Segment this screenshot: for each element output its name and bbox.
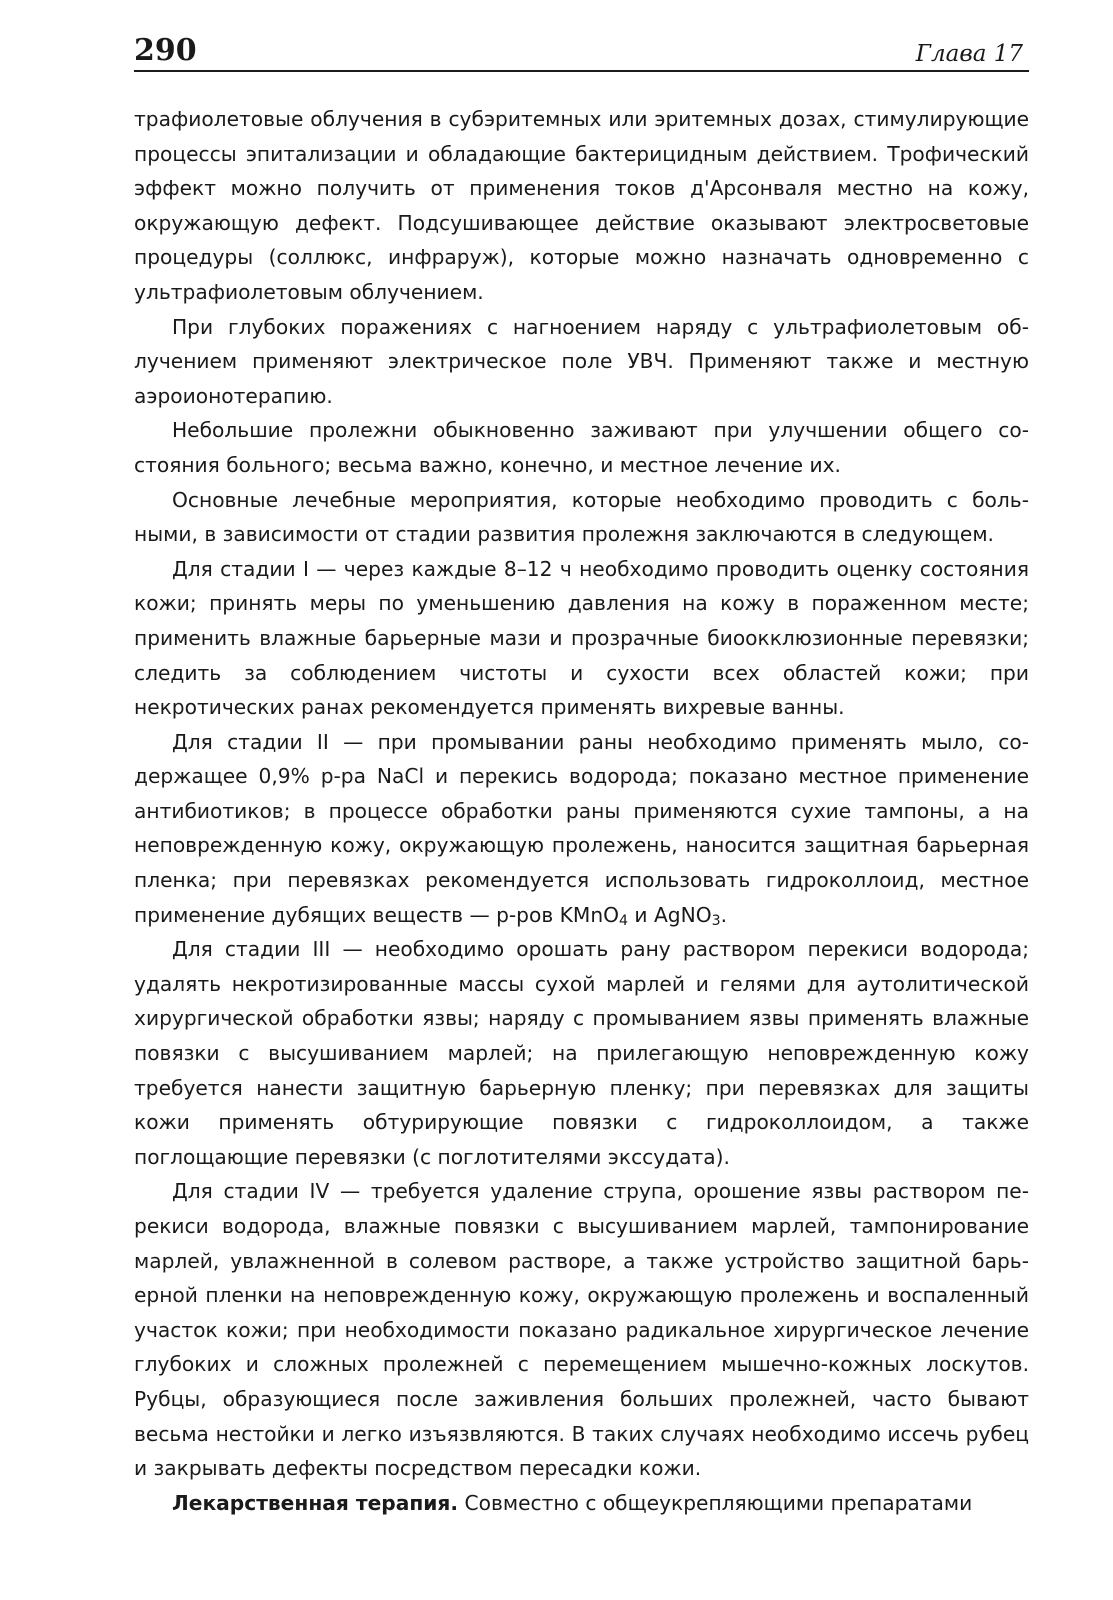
stage-2-text: Для стадии II — при промывании раны необходимо применять мыло, содержащее 0,9% р-ра NaCl и перекись водорода; показано местное применение антибиотиков; в процессе обработки раны применяются сухие тампоны, а на неповрежденную кожу, окружающую пролежень, наносится защитная барьерная пленка; при перевязках рекомендуется использовать гидроколлоид, местное применение дубящих веществ — р-ров KMnO	[134, 729, 1029, 927]
paragraph-stage-3: Для стадии III — необходимо орошать рану раствором перекиси водорода; удалять некротизированные массы сухой марлей и гелями для аутолитической хирургической обработки язвы; наряду с промыванием язвы применять влажные повязки с высушиванием марлей; на прилегающую неповрежденную кожу требуется нанести защитную барьерную пленку; при перевязках для защиты кожи применять обтурирующие повязки с гидроколлоидом, а также поглощающие перевязки (с поглотителями экссудата).	[134, 937, 1029, 1169]
paragraph-uv-irradiation: трафиолетовые облучения в субэритемных или эритемных дозах, стимулирующие процессы эпитализации и обладающие бактерицидным действием. Трофический эффект можно получить от применения токов д'Арсонваля местно на кожу, окружающую дефект. Подсушивающее действие оказывают электросветовые процедуры (соллюкс, инфраруж), которые можно назначать одновременно с ультрафиолетовым облучением.	[134, 107, 1029, 304]
drug-therapy-text: Совместно с общеукрепляющими препаратами	[458, 1490, 973, 1515]
paragraph-main-measures: Основные лечебные мероприятия, которые необходимо проводить с больными, в зависимости от стадии развития пролежня заключаются в следующем.	[134, 487, 1029, 547]
paragraph-stage-1: Для стадии I — через каждые 8–12 ч необходимо проводить оценку состояния кожи; принять меры по уменьшению давления на кожу в пораженном месте; применить влажные барьерные мази и прозрачные биоокклюзионные перевязки; следить за соблюдением чистоты и сухости всех областей кожи; при некротических ранах рекомендуется применять вихревые ванны.	[134, 556, 1029, 720]
page-number: 290	[134, 33, 197, 68]
book-page	[134, 22, 1029, 1520]
chapter-label: Глава 17	[915, 41, 1023, 67]
paragraph-drug-therapy	[134, 1486, 1029, 1521]
paragraph-stage-4: Для стадии IV — требуется удаление струпа, орошение язвы раствором перекиси водорода, влажные повязки с высушиванием марлей, тампонирование марлей, увлажненной в солевом растворе, а также устройство защитной барьерной пленки на неповрежденную кожу, окружающую пролежень и воспаленный участок кожи; при необходимости показано радикальное хирургическое лечение глубоких и сложных пролежней с перемещением мышечно-кожных лоскутов. Рубцы, образующиеся после заживления больших пролежней, часто бывают весьма нестойки и легко изъязвляются. В таких случаях необходимо иссечь рубец и закрывать дефекты посредством пересадки кожи.	[134, 1179, 1029, 1481]
body-text	[134, 102, 1029, 1520]
paragraph-stage-2	[134, 725, 1029, 933]
kmno4-subscript: 4	[619, 912, 629, 929]
paragraph-small-sores: Небольшие пролежни обыкновенно заживают при улучшении общего состояния больного; весьма важно, конечно, и местное лечение их.	[134, 418, 1029, 477]
stage-2-text-between: и AgNO	[628, 902, 712, 927]
stage-2-text-end: .	[720, 902, 728, 927]
running-head	[134, 22, 1029, 72]
agno3-subscript: 3	[711, 912, 721, 929]
drug-therapy-heading: Лекарственная терапия.	[172, 1490, 459, 1515]
paragraph-deep-lesions: При глубоких поражениях с нагноением наряду с ультрафиолетовым облучением применяют электрическое поле УВЧ. Применяют также и местную аэроионотерапию.	[134, 314, 1029, 408]
